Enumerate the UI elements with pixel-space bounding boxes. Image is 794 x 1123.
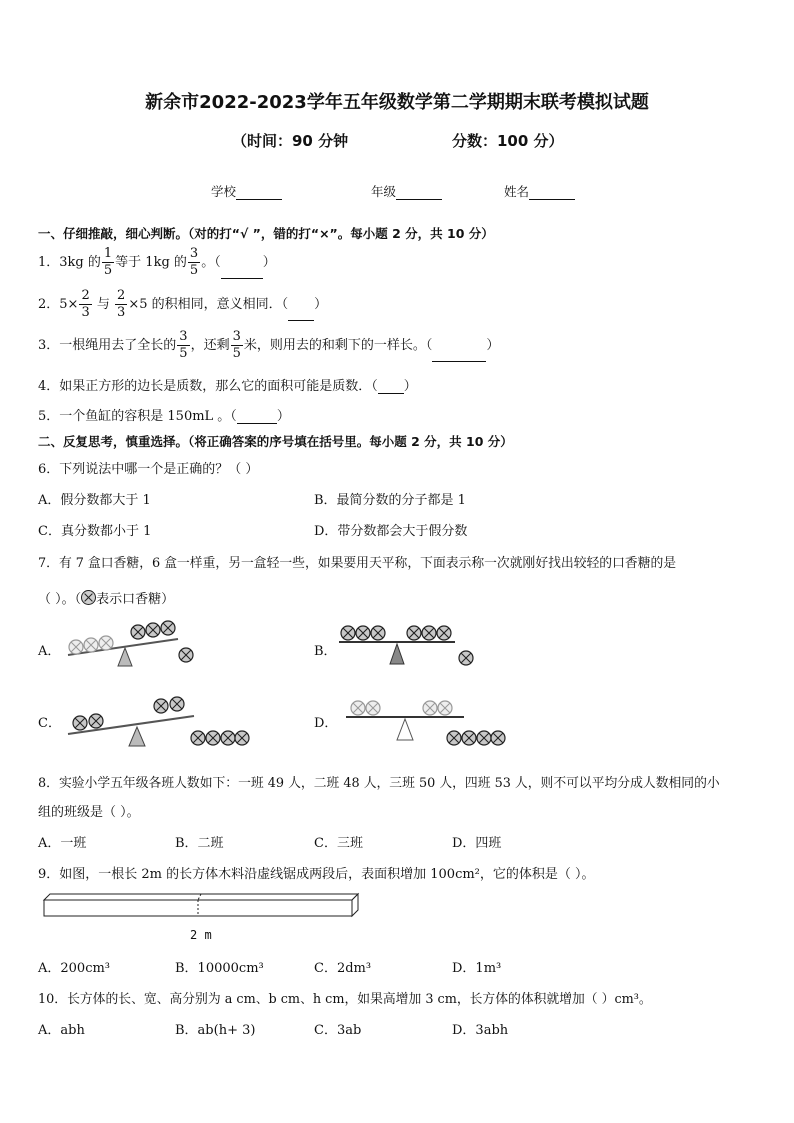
time-label: （时间：90 分钟 — [232, 132, 349, 150]
question-10: 10．长方体的长、宽、高分别为 a cm、b cm、h cm，如果高增加 3 cm，长方体的体积就增加（ ）cm³。 — [38, 992, 652, 1007]
q9-option-d[interactable]: D．1m³ — [452, 961, 502, 976]
answer-blank-1[interactable] — [221, 265, 263, 279]
question-5: 5．一个鱼缸的容积是 150mL 。（ ） — [38, 409, 290, 424]
balance-a-figure — [62, 615, 202, 675]
q7-option-b[interactable]: B． — [314, 644, 337, 659]
question-7: 7．有 7 盒口香糖，6 盒一样重，另一盒轻一些，如果要用天平称，下面表示称一次就刚好找出较轻的口香糖的是 — [38, 556, 677, 571]
question-7-line2: （ ）。（ 表示口香糖） — [38, 592, 175, 607]
q6-option-b[interactable]: B．最简分数的分子都是 1 — [314, 493, 466, 508]
q6-option-c[interactable]: C．真分数都小于 1 — [38, 524, 152, 539]
answer-blank-2[interactable] — [288, 307, 314, 321]
q8-option-a[interactable]: A．一班 — [38, 836, 87, 851]
beam-length-label: 2 m — [190, 928, 212, 942]
balance-b-figure — [335, 618, 485, 674]
section-1-heading: 一、仔细推敲，细心判断。（对的打“√ ”，错的打“×”。每小题 2 分，共 10 分） — [38, 226, 494, 241]
q6-option-a[interactable]: A．假分数都大于 1 — [38, 493, 151, 508]
answer-blank-5[interactable] — [237, 410, 277, 424]
q9-option-c[interactable]: C．2dm³ — [314, 961, 372, 976]
question-3: 3．一根绳用去了全长的 $\frac{3}{5}$ ，还剩 $\frac{3}{5}$ 米，则用去的和剩下的一样长。（ ） — [38, 329, 500, 361]
question-9: 9．如图，一根长 2m 的长方体木料沿虚线锯成两段后，表面积增加 100cm²，它的体积是（ ）。 — [38, 867, 595, 882]
score-label: 分数：100 分） — [452, 132, 564, 150]
question-6: 6．下列说法中哪一个是正确的？（ ） — [38, 462, 259, 477]
q8-option-d[interactable]: D．四班 — [452, 836, 502, 851]
q8-option-b[interactable]: B．二班 — [175, 836, 224, 851]
balance-c-figure — [62, 688, 252, 750]
q9-option-a[interactable]: A．200cm³ — [38, 961, 111, 976]
balance-d-figure — [342, 690, 507, 750]
q7-option-a[interactable]: A． — [38, 644, 61, 659]
gum-icon — [81, 590, 96, 605]
question-1: 1．3kg 的 $\frac{1}{5}$ 等于 1kg 的 $\frac{3}{5}$ 。（ ） — [38, 246, 276, 278]
school-field[interactable]: 学校 — [211, 182, 282, 200]
q7-option-d[interactable]: D． — [314, 716, 338, 731]
answer-blank-4[interactable] — [378, 380, 404, 394]
question-4: 4．如果正方形的边长是质数，那么它的面积可能是质数．（ ） — [38, 379, 417, 394]
q7-option-c[interactable]: C． — [38, 716, 61, 731]
q6-option-d[interactable]: D．带分数都会大于假分数 — [314, 524, 468, 539]
q10-option-d[interactable]: D．3abh — [452, 1023, 509, 1038]
question-8-line2: 组的班级是（ ）。 — [38, 805, 140, 820]
wood-beam-figure — [40, 892, 365, 922]
answer-blank-3[interactable] — [432, 348, 486, 362]
question-8: 8．实验小学五年级各班人数如下：一班 49 人，二班 48 人，三班 50 人，四班 53 人，则不可以平均分成人数相同的小 — [38, 776, 720, 791]
q8-option-c[interactable]: C．三班 — [314, 836, 363, 851]
q9-option-b[interactable]: B．10000cm³ — [175, 961, 264, 976]
grade-field[interactable]: 年级 — [371, 182, 442, 200]
question-2: 2．5× $\frac{2}{3}$ 与 $\frac{2}{3}$ ×5 的积相同，意义相同．（ ） — [38, 288, 328, 320]
q10-option-c[interactable]: C．3ab — [314, 1023, 362, 1038]
name-field[interactable]: 姓名 — [504, 182, 575, 200]
page-title: 新余市2022-2023学年五年级数学第二学期期末联考模拟试题 — [145, 92, 649, 113]
q10-option-b[interactable]: B．ab(h+ 3) — [175, 1023, 256, 1038]
q10-option-a[interactable]: A．abh — [38, 1023, 85, 1038]
section-2-heading: 二、反复思考，慎重选择。（将正确答案的序号填在括号里。每小题 2 分，共 10 分） — [38, 434, 513, 449]
